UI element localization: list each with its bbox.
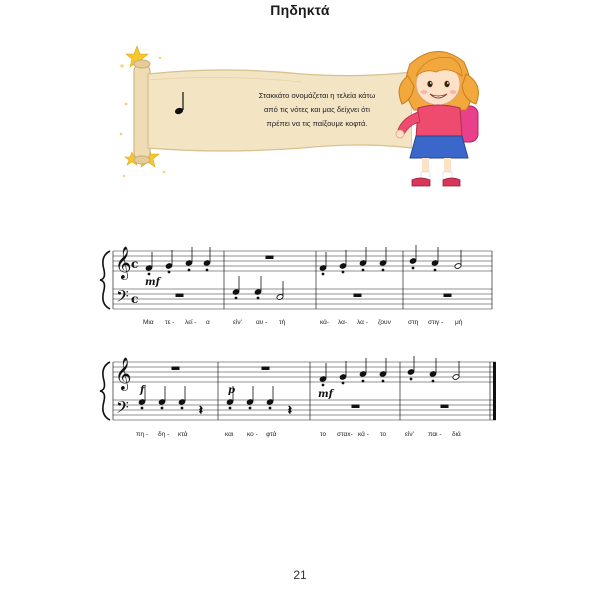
lyric-syllable: δη - xyxy=(158,431,170,438)
lyric-syllable: στιγ - xyxy=(428,319,444,326)
note xyxy=(165,263,172,269)
quarter-rest: 𝄽 xyxy=(199,403,203,417)
note xyxy=(339,263,346,269)
lyric-syllable: φτά xyxy=(266,431,277,438)
staccato-dot xyxy=(432,380,434,382)
system-brace xyxy=(100,251,110,309)
lyric-syllable: λα- xyxy=(338,319,348,326)
lyric-syllable: κά- xyxy=(320,319,330,326)
scroll-line-3: πρέπει να τις παίξουμε κοφτά. xyxy=(266,119,368,128)
staccato-dot xyxy=(188,269,190,271)
staccato-dot xyxy=(322,384,324,386)
lyric-syllable: πη - xyxy=(136,431,149,438)
whole-rest xyxy=(354,294,361,297)
lyric-syllable: λα - xyxy=(357,319,368,326)
lyric-syllable: Μια xyxy=(143,319,154,326)
lyric-syllable: το xyxy=(320,431,327,438)
bass-clef-icon: 𝄢 xyxy=(116,286,129,310)
lyric-syllable: αυ - xyxy=(256,319,268,326)
lyric-syllable: παι - xyxy=(428,431,442,438)
time-signature: c xyxy=(131,257,139,271)
staccato-dot xyxy=(229,407,231,409)
lyric-syllable: είν' xyxy=(233,319,242,326)
lyric-syllable: τή xyxy=(279,319,286,326)
measure-5 xyxy=(138,367,203,417)
sparkle-icon xyxy=(120,133,123,136)
lyric-syllable: α xyxy=(206,319,210,326)
bass-staff xyxy=(113,400,496,420)
lyrics-system-2 xyxy=(136,430,461,438)
lyric-syllable: ζουν xyxy=(378,319,391,326)
measure-2 xyxy=(232,256,283,300)
treble-clef-icon: 𝄞 xyxy=(115,357,132,390)
staccato-dot xyxy=(362,269,364,271)
measure-6 xyxy=(226,367,292,417)
staccato-dot xyxy=(269,407,271,409)
dynamic-mark: f xyxy=(140,385,145,396)
staccato-dot xyxy=(342,382,344,384)
whole-rest xyxy=(352,405,359,408)
lyric-syllable: στη xyxy=(408,319,419,326)
lyrics-system-1 xyxy=(143,318,463,326)
lyric-syllable: διά xyxy=(452,431,461,438)
lyric-syllable: κτά xyxy=(178,431,188,438)
page-title: Πηδηκτά xyxy=(270,2,330,18)
sparkle-icon xyxy=(159,57,161,59)
girl-shirt xyxy=(416,105,462,138)
staccato-dot xyxy=(342,271,344,273)
girl-illustration xyxy=(392,42,492,194)
bass-staff xyxy=(113,289,492,309)
staccato-dot xyxy=(161,407,163,409)
note xyxy=(407,369,414,375)
staccato-dot xyxy=(434,269,436,271)
lyric-syllable: μή xyxy=(455,319,463,326)
dynamic-mark: mf xyxy=(318,389,333,400)
bass-clef-icon: 𝄢 xyxy=(116,397,129,421)
sparkle-icon xyxy=(123,175,125,177)
scroll-line-2: από τις νότες και μας δείχνει ότι xyxy=(264,105,370,114)
whole-rest xyxy=(172,367,179,370)
staccato-dot xyxy=(322,273,324,275)
dynamic-mark: p xyxy=(228,385,235,396)
score-system-1 xyxy=(100,245,492,326)
sparkle-icon xyxy=(163,171,166,174)
lyric-syllable: κά - xyxy=(358,431,369,438)
note xyxy=(409,258,416,264)
staccato-dot xyxy=(249,407,251,409)
system-brace xyxy=(100,362,110,420)
whole-rest xyxy=(262,367,269,370)
page-number: 21 xyxy=(293,568,307,582)
staccato-dot xyxy=(382,269,384,271)
lyric-syllable: τε - xyxy=(165,319,175,326)
barlines xyxy=(113,251,492,309)
lyric-syllable: σταx- xyxy=(337,431,353,438)
staccato-dot xyxy=(206,269,208,271)
final-barline xyxy=(493,362,496,420)
staccato-dot xyxy=(412,267,414,269)
treble-clef-icon: 𝄞 xyxy=(115,246,132,279)
lyric-syllable: είν' xyxy=(405,431,414,438)
staccato-dot xyxy=(181,407,183,409)
sparkle-icon xyxy=(125,103,128,106)
sparkle-icon xyxy=(120,64,123,67)
staccato-dot xyxy=(257,297,259,299)
whole-rest xyxy=(441,405,448,408)
staccato-dot xyxy=(141,407,143,409)
quarter-rest: 𝄽 xyxy=(288,403,292,417)
scroll-text xyxy=(222,89,412,131)
staccato-dot xyxy=(410,378,412,380)
staccato-dot xyxy=(168,271,170,273)
lyric-syllable: λεί - xyxy=(185,319,197,326)
dynamic-mark: mf xyxy=(145,277,160,288)
girl-skirt xyxy=(410,136,468,158)
lyric-syllable: το xyxy=(380,431,387,438)
whole-rest xyxy=(444,294,451,297)
barlines xyxy=(113,362,490,420)
lyric-syllable: κο - xyxy=(247,431,258,438)
music-score xyxy=(0,240,600,460)
note xyxy=(339,374,346,380)
scroll-line-1: Στακκάτο ονομάζεται η τελεία κάτω xyxy=(258,91,376,100)
staccato-dot xyxy=(382,380,384,382)
staccato-dot xyxy=(148,273,150,275)
time-signature: c xyxy=(131,292,139,306)
whole-rest xyxy=(266,256,273,259)
treble-staff xyxy=(113,362,496,382)
staccato-dot xyxy=(235,297,237,299)
score-system-2 xyxy=(100,356,496,438)
staccato-dot xyxy=(362,380,364,382)
whole-rest xyxy=(176,294,183,297)
lyric-syllable: και xyxy=(225,431,234,438)
